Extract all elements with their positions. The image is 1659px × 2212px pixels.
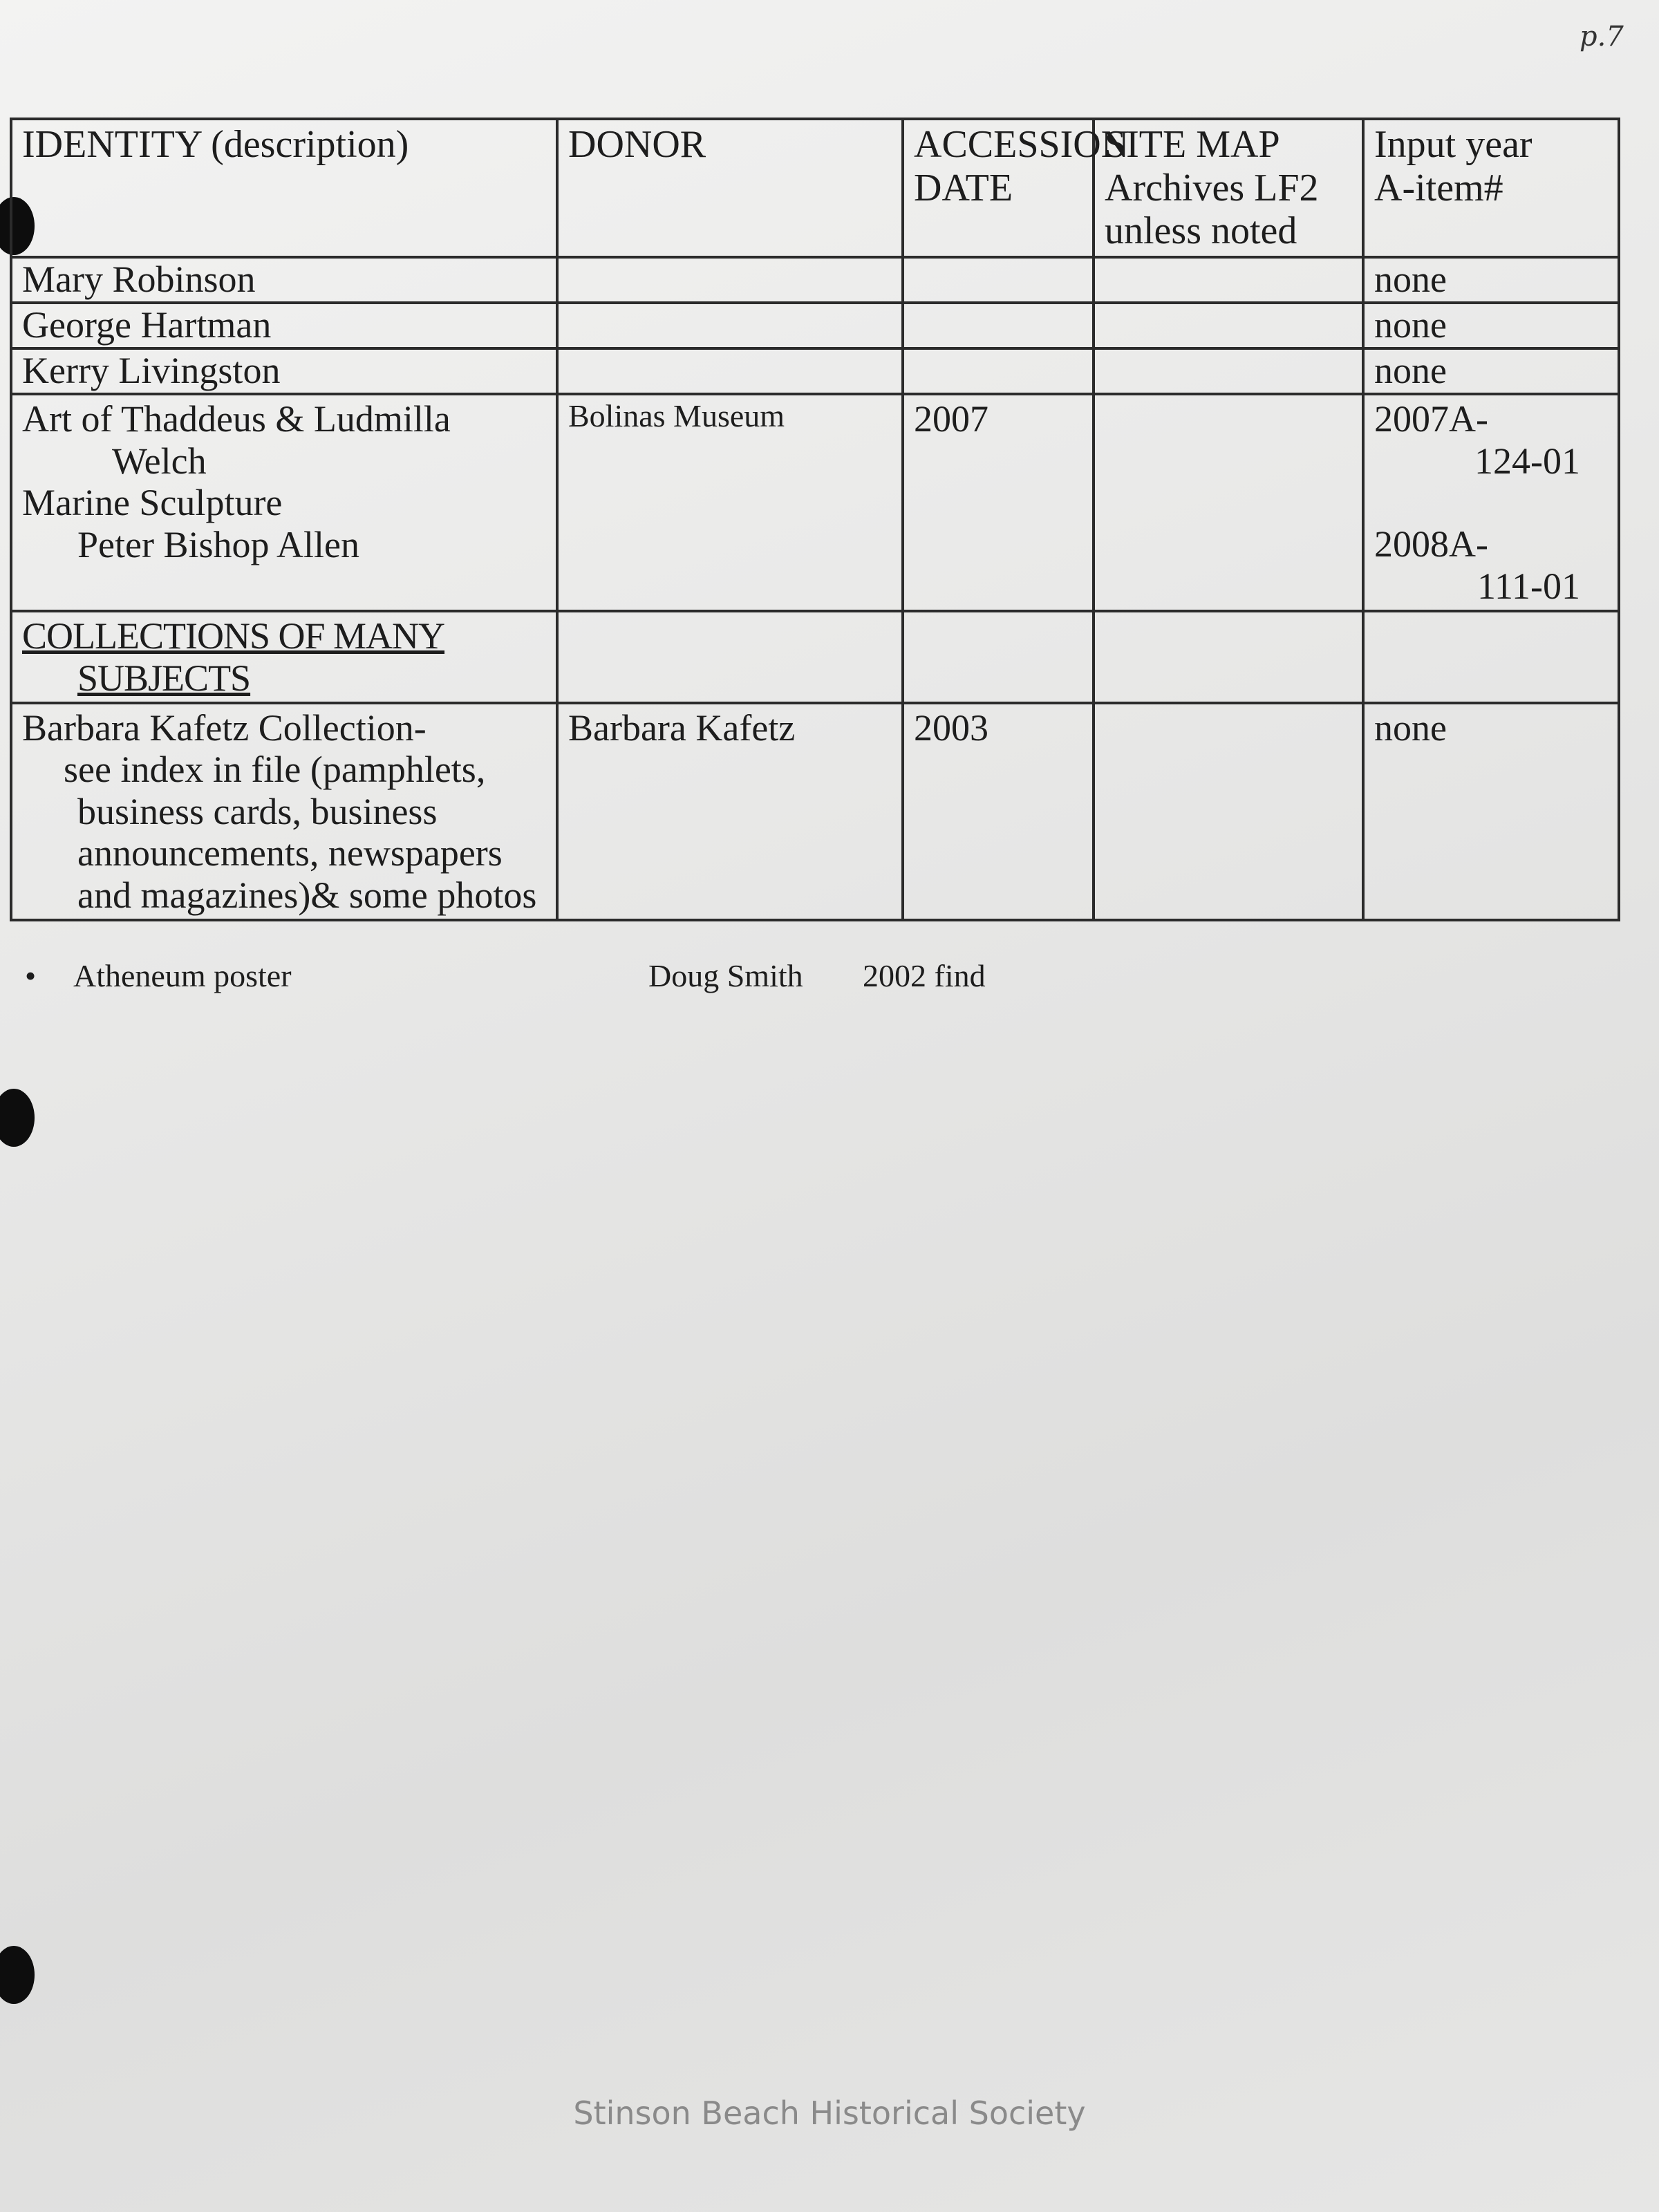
collections-line1: COLLECTIONS OF MANY: [22, 615, 445, 657]
header-accession-line1: ACCESSION: [914, 123, 1130, 166]
accession-table: [10, 118, 1620, 921]
cell-donor: [557, 303, 903, 348]
cell-identity: [11, 394, 557, 611]
cell-site: [1094, 348, 1363, 394]
cell-donor: Barbara Kafetz: [557, 703, 903, 920]
header-input-year: [1363, 119, 1619, 257]
header-donor: DONOR: [557, 119, 903, 257]
cell-identity: Mary Robinson: [11, 257, 557, 303]
bullet-dot: •: [25, 958, 37, 993]
table-header-row: [11, 119, 1619, 257]
cell-input: none: [1363, 257, 1619, 303]
cell-date: 2003: [903, 703, 1094, 920]
cell-identity: George Hartman: [11, 303, 557, 348]
bullet-item: Atheneum poster: [73, 958, 292, 993]
table-row-collections: [11, 611, 1619, 703]
art-line2: Welch: [112, 440, 207, 482]
art-line3: Marine Sculpture: [22, 482, 283, 524]
cell-donor: [557, 611, 903, 703]
collections-line2: SUBJECTS: [77, 657, 251, 699]
header-site-line2: Archives LF2: [1105, 166, 1319, 209]
input-item2-number: 111-01: [1477, 565, 1580, 607]
header-accession-line2: DATE: [914, 166, 1013, 209]
spacer: [1374, 482, 1608, 523]
cell-identity: Kerry Livingston: [11, 348, 557, 394]
binder-hole-bottom: [0, 1946, 35, 2004]
cell-input: none: [1363, 303, 1619, 348]
cell-input: none: [1363, 348, 1619, 394]
page-number-note: p.7: [1580, 21, 1624, 53]
header-site-line3: unless noted: [1105, 209, 1297, 253]
kafetz-line1: Barbara Kafetz Collection-: [22, 706, 427, 749]
cell-date: [903, 348, 1094, 394]
header-identity: IDENTITY (description): [11, 119, 557, 257]
cell-site: [1094, 303, 1363, 348]
input-item1-year: 2007A-: [1374, 398, 1488, 440]
table-row: [11, 303, 1619, 348]
cell-input: [1363, 394, 1619, 611]
input-item2-year: 2008A-: [1374, 523, 1488, 565]
cell-donor: [557, 257, 903, 303]
bullet-note: 2002 find: [863, 958, 986, 993]
header-site-map: [1094, 119, 1363, 257]
bullet-donor: Doug Smith: [648, 958, 803, 993]
kafetz-line4: announcements, newspapers: [77, 832, 503, 874]
header-input-line2: A-item#: [1374, 166, 1503, 209]
table-row: [11, 257, 1619, 303]
cell-site: [1094, 611, 1363, 703]
header-site-line1: SITE MAP: [1105, 123, 1280, 166]
binder-hole-middle: [0, 1089, 35, 1147]
cell-input: none: [1363, 703, 1619, 920]
input-item1-number: 124-01: [1474, 440, 1580, 482]
cell-donor: [557, 348, 903, 394]
cell-input: [1363, 611, 1619, 703]
header-accession-date: [903, 119, 1130, 257]
cell-site: [1094, 703, 1363, 920]
table-row-kafetz: [11, 703, 1619, 920]
cell-date: [903, 303, 1094, 348]
table-row-art: [11, 394, 1619, 611]
cell-site: [1094, 394, 1363, 611]
cell-date: 2007: [903, 394, 1094, 611]
cell-identity: [11, 611, 557, 703]
watermark-footer: Stinson Beach Historical Society: [573, 2094, 1086, 2132]
cell-site: [1094, 257, 1363, 303]
kafetz-line2: see index in file (pamphlets,: [64, 749, 486, 791]
table-row: [11, 348, 1619, 394]
art-line4: Peter Bishop Allen: [77, 523, 359, 565]
art-line1: Art of Thaddeus & Ludmilla: [22, 398, 451, 440]
cell-date: [903, 611, 1094, 703]
kafetz-line5: and magazines)& some photos: [77, 874, 537, 916]
cell-donor: Bolinas Museum: [557, 394, 903, 611]
header-input-line1: Input year: [1374, 123, 1533, 166]
kafetz-line3: business cards, business: [77, 790, 438, 832]
cell-identity: [11, 703, 557, 920]
cell-date: [903, 257, 1094, 303]
